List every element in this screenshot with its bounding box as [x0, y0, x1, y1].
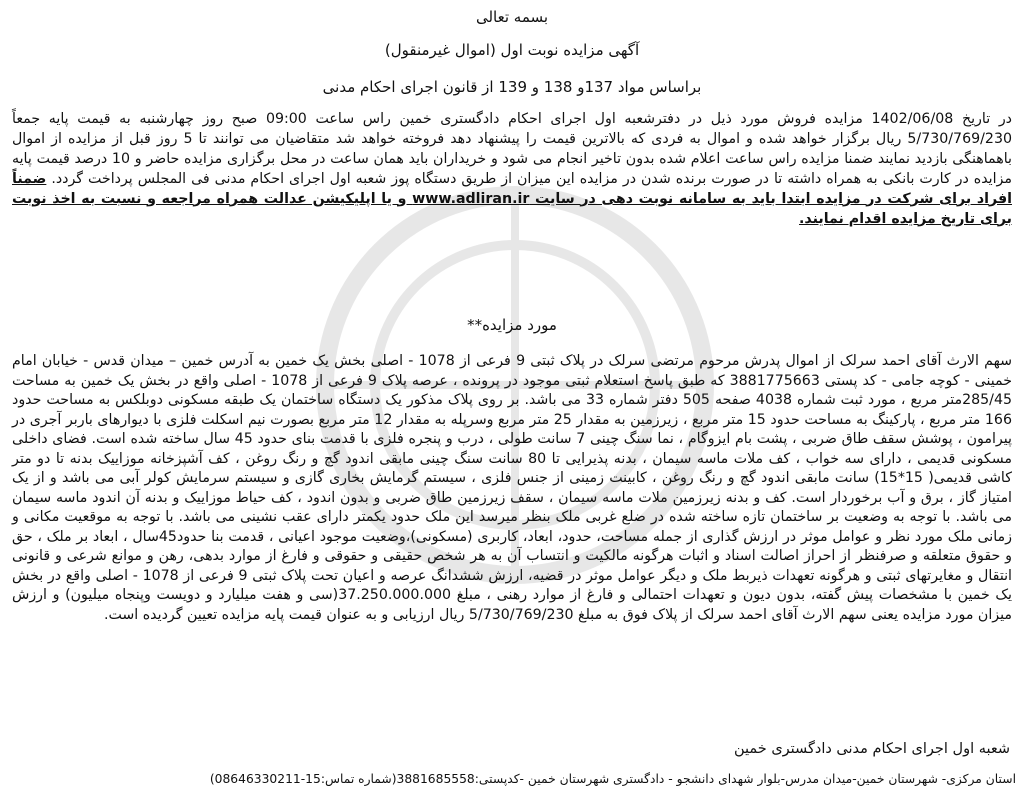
subject-heading: مورد مزایده**: [467, 316, 557, 334]
legal-basis: براساس مواد 137و 138 و 139 از قانون اجرای احکام مدنی: [322, 78, 702, 96]
intro-bold-text: ضمناً افراد برای شرکت در مزایده ابتدا باید به سامانه نوبت دهی در سایت www.adliran.ir و یا اپلیکیشن عدالت همراه مراجعه و نسبت به اخذ نوبت برای تاریخ مزایده اقدام نمایند.: [12, 170, 1012, 227]
notice-title: آگهی مزایده نوبت اول (اموال غیرمنقول): [384, 41, 640, 59]
property-description: سهم الارث آقای احمد سرلک از اموال پدرش مرحوم مرتضی سرلک در پلاک ثبتی 9 فرعی از 1078 - اصلی بخش یک خمین به آدرس خمین – میدان قدس - خیابان امام خمینی - کوچه جامی - کد پستی 3881775663 که طبق پاسخ استعلام ثبتی موجود در پرونده ، عرصه پلاک 9 فرعی از 1078 - اصلی واقع در بخش یک خمین به مساحت 285/45متر مربع ، مورد ثبت شماره 4038 صفحه 505 دفتر شماره 33 می باشد. بر روی پلاک مذکور یک دستگاه ساختمان یک طبقه مسکونی دوبلکس به مساحت حدود 166 متر مربع ، پارکینگ به مساحت حدود 15 متر مربع ، زیرزمین به مقدار 25 متر مربع وسرپله به مقدار 12 متر مربع بصورت نیم اسکلت فلزی با دیوارهای باربر آجری در پیرامون ، پوشش سقف طاق ضربی ، پشت بام ایزوگام ، نما سنگ چینی 7 سانت طولی ، درب و پنجره فلزی با قدمت بنای حدود 45 سال ساخته شده است. فضای داخلی مسکونی قدیمی ، دارای سه خواب ، کف ملات ماسه سیمان ، بدنه پذیرایی تا 80 سانت سنگ چینی مابقی اندود گچ و رنگ روغن ، کف آشپزخانه موزاییک بدنه تا دو متر کاشی قدیمی( 15*15) سانت مابقی اندود گچ و رنگ روغن ، کابینت زمینی از جنس فلزی ، سیستم گرمایش بخاری گازی و سیستم سرمایش کولر آبی می باشد و از یک امتیاز گاز ، برق و آب برخوردار است. کف و بدنه زیرزمین ملات ماسه سیمان ، سقف زیرزمین طاق ضربی و بدون اندود ، کف حیاط موزاییک و بدنه آن اندود ماسه سیمان می باشد. با توجه به وضعیت بر ساختمان تازه ساخته شده در ضلع غربی ملک بنظر میرسد این ملک حدود یکمتر دارای عقب نشینی می باشد. با توجه به موقعیت مکانی و زمانی ملک مورد نظر و عوامل موثر در ارزش گذاری از جمله مساحت، حدود، ابعاد، کاربری (مسکونی)،وضعیت موجود اعیانی ، قدمت بنا حدود45سال ، ابعاد بر ملک ، حق و حقوق متعلقه و صرفنظر از احراز اصالت اسناد و اثبات هرگونه مالکیت و انتساب آن به هر شخص حقیقی و حقوقی و فارغ از موارد بدهی، رهن و موانع شرعی و قانونی انتقال و مغایرتهای ثبتی و هرگونه تعهدات ذیربط ملک و دیگر عوامل موثر در قضیه، ارزش ششدانگ عرصه و اعیان تحت پلاک ثبتی 9 فرعی از 1078 - اصلی واقع در بخش یک خمین با مشخصات پیش گفته، بدون دیون و تعهدات احتمالی و فارغ از موارد رهنی ، مبلغ 37.250.000.000(سی و هفت میلیارد و دویست وپنجاه میلیون) و ارزش میزان مورد مزایده یعنی سهم الارث آقای احمد سرلک از پلاک فوق به مبلغ 5/730/769/230 ریال ارزیابی و به عنوان قیمت پایه مزایده تعیین گردیده است.: [12, 353, 1013, 623]
intro-text: در تاریخ 1402/06/08 مزایده فروش مورد ذیل در دفترشعبه اول اجرای احکام دادگستری خمین راس ساعت 09:00 صبح روز چهارشنبه به قیمت پایه جمعاً 5/730/769/230 ریال برگزار خواهد شده و اموال به فردی که بالاترین قیمت را پیشنهاد دهد فروخته خواهد شد متقاضیان می توانند تا 5 روز قبل از مزایده از اموال باهماهنگی بازدید نمایند ضمنا مزایده راس ساعت اعلام شده بدون تاخیر انجام می شود و خریداران باید همان ساعت در محل برگزاری مزایده حاضر و 10 درصد قیمت پایه مزایده در کارت بانکی به همراه داشته تا در صورت برنده شدن در مزایده این میزان از طریق دستگاه پوز شعبه اول اجرای احکام مدنی فی المجلس پرداخت گردد.: [12, 111, 1013, 187]
branch-signature: شعبه اول اجرای احکام مدنی دادگستری خمین: [733, 741, 1010, 757]
contact-address: استان مرکزی- شهرستان خمین-میدان مدرس-بلوار شهدای دانشجو - دادگستری شهرستان خمین -کدپستی:3881685558(شماره تماس:15-08646330211): [209, 772, 1016, 786]
basmala: بسمه تعالی: [475, 8, 549, 26]
intro-paragraph: [12, 110, 1012, 229]
